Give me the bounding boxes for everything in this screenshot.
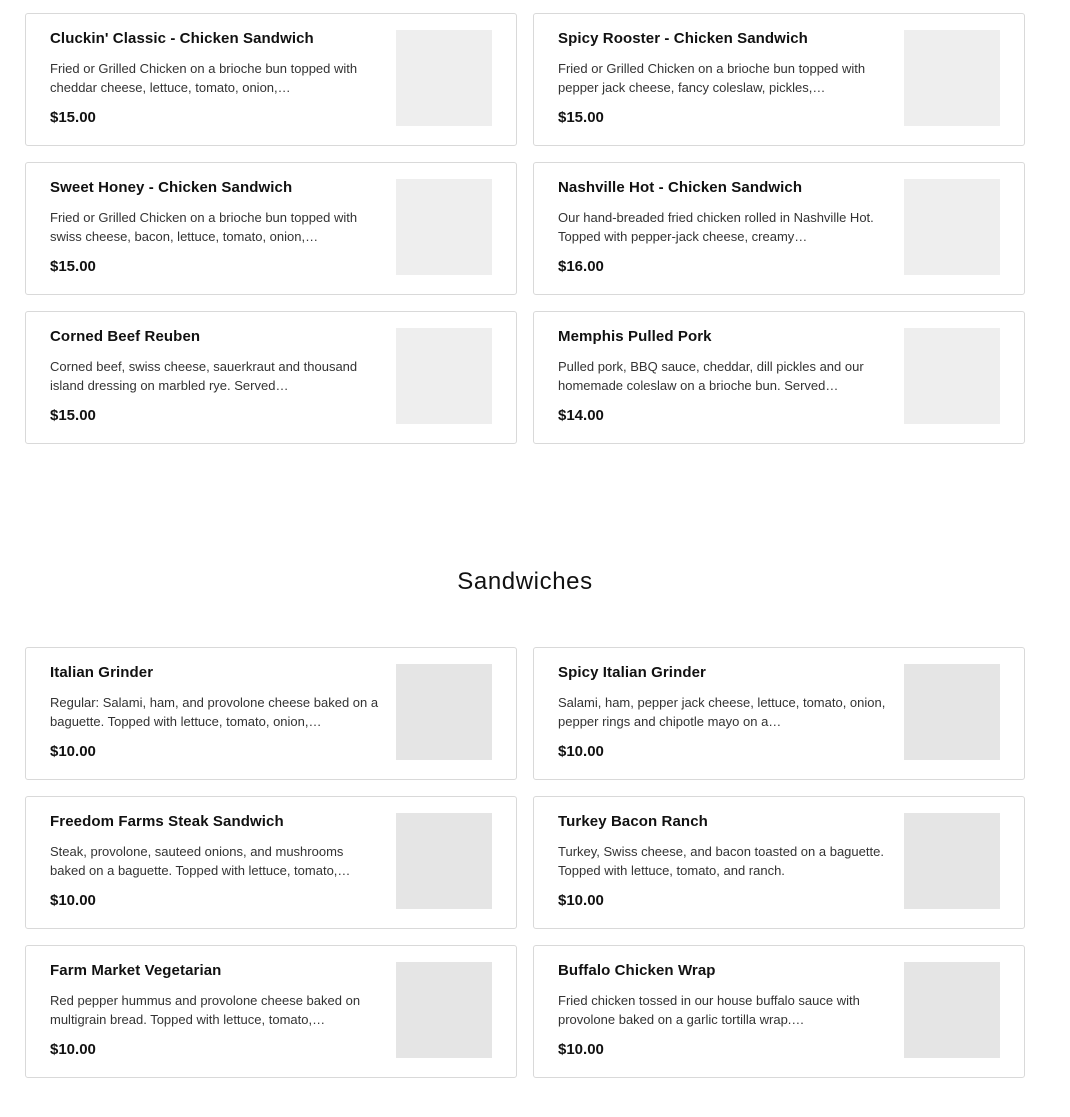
menu-item-card[interactable]: [533, 945, 1025, 1078]
menu-item-card[interactable]: [25, 647, 517, 780]
menu-item-price: $10.00: [558, 743, 604, 760]
menu-item-name: Buffalo Chicken Wrap: [558, 962, 716, 979]
menu-item-price: $10.00: [558, 1041, 604, 1058]
menu-item-card[interactable]: [25, 162, 517, 295]
menu-item-card[interactable]: [533, 647, 1025, 780]
menu-item-image-placeholder: [904, 664, 1000, 760]
menu-item-name: Cluckin' Classic - Chicken Sandwich: [50, 30, 314, 47]
menu-item-card[interactable]: [533, 796, 1025, 929]
menu-item-price: $15.00: [558, 109, 604, 126]
menu-item-description: Pulled pork, BBQ sauce, cheddar, dill pickles and our homemade coleslaw on a brioche bun. Served…: [558, 359, 864, 393]
menu-item-price: $14.00: [558, 407, 604, 424]
menu-item-name: Nashville Hot - Chicken Sandwich: [558, 179, 803, 196]
menu-item-name: Italian Grinder: [50, 664, 154, 681]
menu-item-card[interactable]: [533, 311, 1025, 444]
menu-item-image-placeholder: [904, 179, 1000, 275]
menu-item-description: Salami, ham, pepper jack cheese, lettuce, tomato, onion, pepper rings and chipotle mayo on a…: [558, 695, 886, 729]
menu-item-image-placeholder: [904, 962, 1000, 1058]
menu-item-card[interactable]: [25, 13, 517, 146]
menu-item-description: Regular: Salami, ham, and provolone cheese baked on a baguette. Topped with lettuce, tomato, onion,…: [50, 695, 379, 729]
menu-item-image-placeholder: [396, 30, 492, 126]
menu-item-name: Freedom Farms Steak Sandwich: [50, 813, 284, 830]
sandwiches-grid: [25, 647, 1025, 1078]
menu-item-price: $15.00: [50, 407, 96, 424]
menu-item-card[interactable]: [25, 796, 517, 929]
menu-item-price: $10.00: [50, 1041, 96, 1058]
menu-item-image-placeholder: [396, 962, 492, 1058]
menu-item-name: Sweet Honey - Chicken Sandwich: [50, 179, 293, 196]
menu-item-description: Fried or Grilled Chicken on a brioche bun topped with swiss cheese, bacon, lettuce, tomato, onion,…: [50, 210, 358, 244]
menu-item-description: Red pepper hummus and provolone cheese baked on multigrain bread. Topped with lettuce, tomato,…: [50, 993, 361, 1027]
menu-item-name: Corned Beef Reuben: [50, 328, 201, 345]
menu-item-description: Corned beef, swiss cheese, sauerkraut and thousand island dressing on marbled rye. Served…: [50, 359, 358, 393]
menu-item-image-placeholder: [396, 813, 492, 909]
menu-item-price: $10.00: [50, 892, 96, 909]
menu-item-image-placeholder: [396, 664, 492, 760]
menu-item-description: Our hand-breaded fried chicken rolled in Nashville Hot. Topped with pepper-jack cheese, creamy…: [558, 210, 874, 244]
menu-items-grid: [25, 13, 1025, 444]
menu-item-description: Fried or Grilled Chicken on a brioche bun topped with cheddar cheese, lettuce, tomato, onion,…: [50, 61, 358, 95]
menu-item-price: $15.00: [50, 109, 96, 126]
menu-item-name: Farm Market Vegetarian: [50, 962, 222, 979]
section-title-sandwiches: Sandwiches: [457, 568, 593, 595]
menu-item-card[interactable]: [533, 162, 1025, 295]
menu-item-name: Turkey Bacon Ranch: [558, 813, 708, 830]
menu-item-card[interactable]: [25, 945, 517, 1078]
menu-item-price: $10.00: [50, 743, 96, 760]
menu-item-image-placeholder: [904, 328, 1000, 424]
menu-item-card[interactable]: [25, 311, 517, 444]
menu-item-description: Fried or Grilled Chicken on a brioche bun topped with pepper jack cheese, fancy coleslaw, pickles,…: [558, 61, 866, 95]
menu-item-price: $15.00: [50, 258, 96, 275]
menu-item-image-placeholder: [396, 328, 492, 424]
menu-item-description: Steak, provolone, sauteed onions, and mushrooms baked on a baguette. Topped with lettuce, tomato,…: [50, 844, 351, 878]
menu-item-price: $10.00: [558, 892, 604, 909]
menu-item-description: Fried chicken tossed in our house buffalo sauce with provolone baked on a garlic tortilla wrap.…: [558, 993, 860, 1027]
menu-item-name: Spicy Rooster - Chicken Sandwich: [558, 30, 808, 47]
menu-item-image-placeholder: [904, 813, 1000, 909]
menu-item-image-placeholder: [904, 30, 1000, 126]
menu-item-name: Memphis Pulled Pork: [558, 328, 712, 345]
menu-item-image-placeholder: [396, 179, 492, 275]
menu-item-card[interactable]: [533, 13, 1025, 146]
menu-item-description: Turkey, Swiss cheese, and bacon toasted on a baguette. Topped with lettuce, tomato, and ranch.: [558, 844, 884, 878]
menu-item-name: Spicy Italian Grinder: [558, 664, 706, 681]
menu-item-price: $16.00: [558, 258, 604, 275]
